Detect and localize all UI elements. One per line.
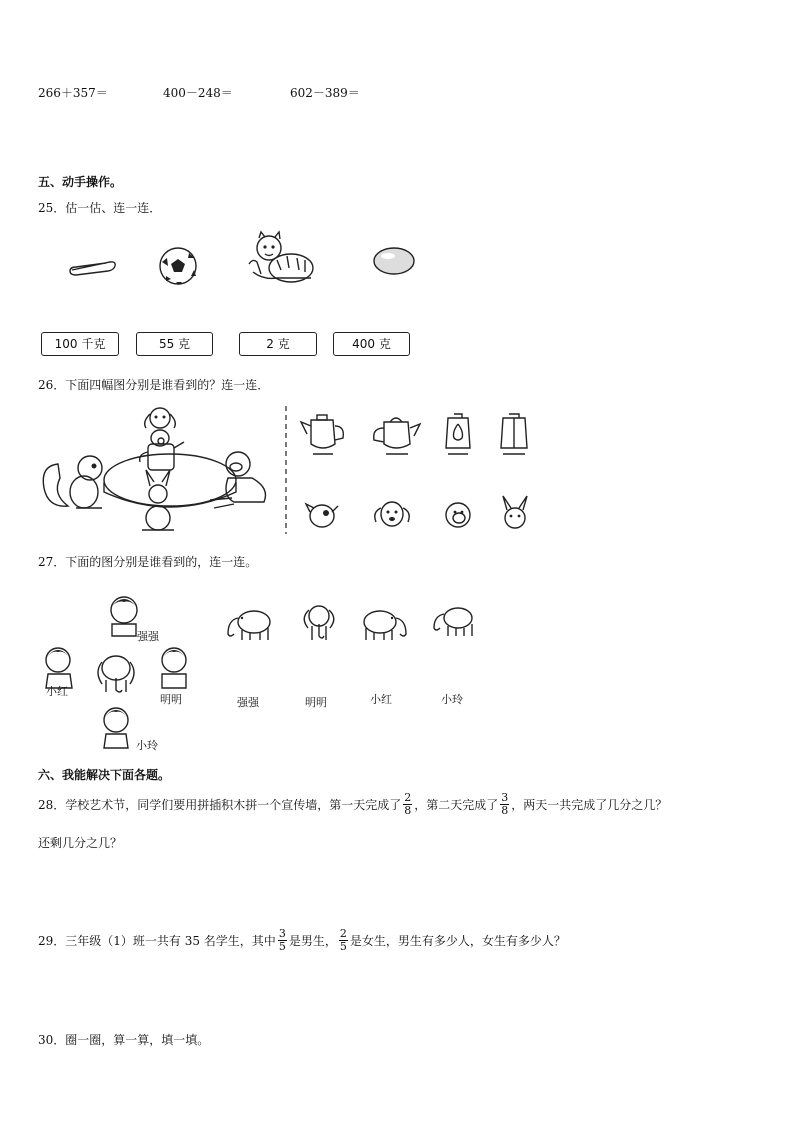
- table-scene-illustration: [38, 404, 278, 536]
- name-qiangqiang[interactable]: 强强: [237, 696, 259, 709]
- calc-3: 602－389＝: [290, 86, 360, 100]
- elephant-viewers-illustration: [40, 592, 192, 752]
- fraction-denominator: 5: [278, 939, 286, 953]
- q28-part1: 28．学校艺术节，同学们要用拼插积木拼一个宣传墙，第一天完成了: [38, 797, 402, 812]
- paperclip-icon: [66, 258, 118, 276]
- squirrel-figure: [43, 456, 102, 508]
- fraction-denominator: 8: [404, 803, 412, 817]
- question-26: 26．下面四幅图分别是谁看到的？连一连．: [38, 378, 270, 392]
- label-xiaohong: 小红: [46, 685, 68, 698]
- fraction-denominator: 5: [339, 939, 347, 953]
- dashed-divider: [283, 406, 289, 534]
- weight-option-2g[interactable]: 2 克: [239, 332, 317, 356]
- q29-part2: 是男生，: [288, 933, 337, 948]
- teapot-right-view-icon[interactable]: [368, 410, 424, 458]
- question-25: 25．估一估、连一连．: [38, 201, 162, 215]
- xiaoling-figure: [104, 708, 128, 748]
- q29-part1: 29．三年级（1）班一共有 35 名学生，其中: [38, 933, 276, 948]
- name-mingming[interactable]: 明明: [305, 696, 327, 709]
- fraction-3-8: [500, 792, 509, 817]
- tiger-icon: [247, 228, 319, 286]
- calc-2: 400－248＝: [163, 86, 233, 100]
- teapot-back-view-icon[interactable]: [495, 408, 533, 458]
- label-xiaoling: 小玲: [136, 739, 158, 752]
- dog-icon[interactable]: [370, 496, 414, 532]
- elephant-front-view-icon[interactable]: [298, 600, 340, 644]
- question-29: [38, 922, 566, 958]
- fraction-numerator: 3: [501, 790, 509, 804]
- elephant-figure: [98, 656, 134, 692]
- section-6-title: 六、我能解决下面各题。: [38, 768, 171, 782]
- monkey-icon[interactable]: [441, 498, 475, 532]
- question-28: [38, 786, 667, 822]
- label-mingming: 明明: [160, 693, 182, 706]
- elephant-side-view-right-icon[interactable]: [360, 606, 412, 644]
- fraction-3-5: [278, 928, 287, 953]
- xiaohong-figure: [46, 648, 72, 688]
- q28-part2: ，第二天完成了: [414, 797, 499, 812]
- soccer-ball-icon: [158, 246, 200, 286]
- mingming-figure: [162, 648, 186, 688]
- question-30: 30．圈一圈，算一算，填一填。: [38, 1033, 210, 1047]
- monkey-figure: [210, 452, 266, 508]
- question-27: 27．下面的图分别是谁看到的，连一连。: [38, 555, 258, 569]
- question-28-line2: 还剩几分之几？: [38, 836, 123, 850]
- qiangqiang-figure: [111, 597, 137, 636]
- fraction-numerator: 2: [339, 926, 347, 940]
- label-qiangqiang: 强强: [137, 630, 159, 643]
- rabbit-figure: [142, 470, 174, 530]
- q28-part3: ，两天一共完成了几分之几？: [511, 797, 668, 812]
- name-xiaoling[interactable]: 小玲: [441, 693, 463, 706]
- elephant-side-view-left-icon[interactable]: [222, 606, 274, 644]
- rabbit-icon[interactable]: [497, 494, 533, 532]
- fraction-numerator: 3: [278, 926, 286, 940]
- egg-icon: [372, 246, 420, 278]
- teapot-front-view-icon[interactable]: [440, 408, 476, 458]
- q29-part3: 是女生，男生有多少人，女生有多少人？: [349, 933, 566, 948]
- fraction-2-5: [339, 928, 348, 953]
- fraction-numerator: 2: [404, 790, 412, 804]
- weight-option-400g[interactable]: 400 克: [333, 332, 410, 356]
- teapot-left-view-icon[interactable]: [297, 412, 349, 458]
- dog-figure: [145, 408, 176, 446]
- weight-option-55g[interactable]: 55 克: [136, 332, 213, 356]
- fraction-denominator: 8: [501, 803, 509, 817]
- calc-1: 266＋357＝: [38, 86, 108, 100]
- elephant-side-view-small-icon[interactable]: [430, 604, 478, 642]
- squirrel-icon[interactable]: [302, 498, 342, 532]
- weight-option-100kg[interactable]: 100 千克: [41, 332, 119, 356]
- section-5-title: 五、动手操作。: [38, 175, 123, 189]
- name-xiaohong[interactable]: 小红: [370, 693, 392, 706]
- fraction-2-8: [403, 792, 412, 817]
